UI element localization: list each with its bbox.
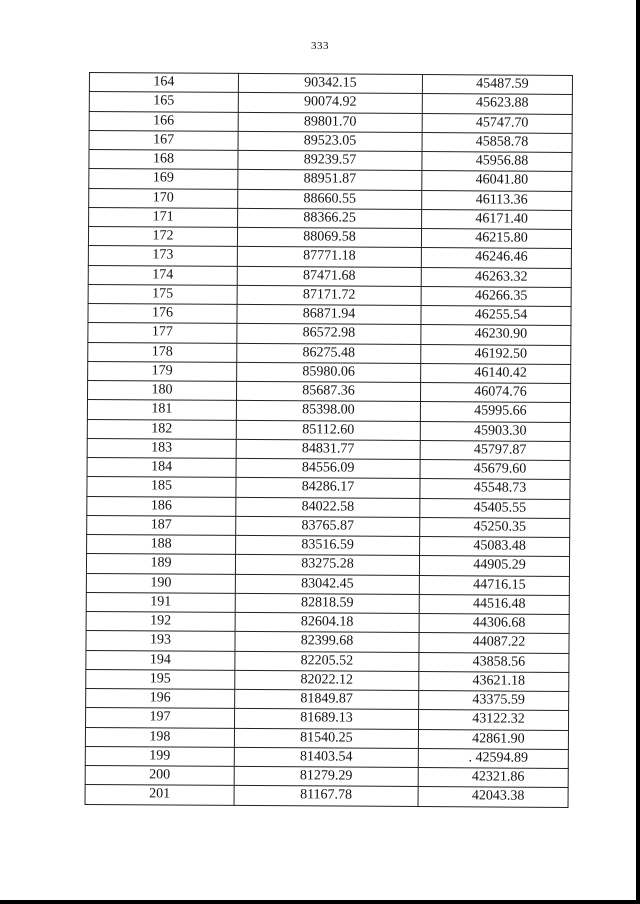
value-a-cell: 86275.48 — [237, 343, 421, 363]
value-b-text: 43375.59 — [472, 692, 525, 708]
value-b-text: 45487.59 — [476, 76, 529, 92]
value-b-cell — [419, 556, 569, 576]
row-index-cell: 178 — [88, 342, 237, 362]
table-row — [88, 361, 571, 383]
table-row — [86, 631, 569, 653]
table-row — [86, 650, 569, 672]
value-b-cell — [418, 787, 568, 807]
value-b-text: 45679.60 — [473, 461, 527, 477]
value-b-text: 45858.78 — [475, 134, 529, 150]
data-table — [85, 72, 573, 807]
value-b-text: 45250.35 — [473, 519, 527, 535]
value-b-cell — [421, 306, 571, 326]
value-a-cell: 81849.87 — [235, 689, 419, 709]
page-number: 333 — [311, 40, 329, 52]
row-index-cell: 182 — [87, 419, 236, 439]
table-row — [86, 611, 569, 633]
value-a-cell: 83765.87 — [236, 516, 420, 536]
value-a-cell: 86572.98 — [237, 324, 421, 344]
table-row — [89, 188, 572, 210]
value-b-text: 42321.86 — [471, 769, 525, 785]
value-b-text: 43122.32 — [472, 711, 525, 728]
value-a-cell: 85687.36 — [236, 381, 420, 401]
value-b-cell — [418, 729, 568, 749]
value-b-cell — [418, 710, 568, 730]
table-row — [85, 746, 568, 768]
value-b-cell — [420, 460, 570, 480]
value-b-cell — [422, 209, 572, 229]
value-a-cell: 85398.00 — [236, 401, 420, 421]
value-b-text: 45623.88 — [476, 95, 529, 112]
value-b-cell — [419, 671, 569, 691]
row-index-cell: 190 — [86, 573, 235, 593]
row-index-cell: 183 — [87, 438, 236, 458]
row-index-cell: 186 — [87, 496, 236, 516]
row-index-cell: 185 — [87, 477, 236, 497]
value-a-cell: 87171.72 — [237, 285, 421, 305]
table-row — [88, 284, 571, 306]
row-index-cell: 197 — [85, 708, 234, 728]
value-a-cell: 82818.59 — [235, 593, 419, 613]
value-a-cell: 82604.18 — [235, 612, 419, 632]
table-row — [87, 457, 570, 479]
value-b-text: 46113.36 — [475, 191, 528, 208]
value-b-cell — [420, 383, 570, 403]
row-index-cell: 167 — [89, 130, 238, 150]
value-a-cell: 90074.92 — [238, 93, 422, 113]
value-b-text: 46140.42 — [474, 365, 527, 381]
table-row — [89, 150, 572, 172]
value-b-cell — [422, 132, 572, 152]
value-b-text: 43621.18 — [472, 673, 526, 689]
value-a-cell: 82022.12 — [235, 670, 419, 690]
value-a-cell: 83516.59 — [236, 535, 420, 555]
table-row — [86, 554, 569, 576]
value-a-cell: 81540.25 — [234, 728, 418, 748]
value-b-text: 46263.32 — [474, 268, 528, 285]
table-row — [87, 400, 570, 422]
row-index-cell: 198 — [85, 727, 234, 747]
value-a-cell: 85112.60 — [236, 420, 420, 440]
row-index-cell: 175 — [88, 284, 237, 304]
table-row — [86, 573, 569, 595]
value-b-cell — [420, 517, 570, 537]
value-a-cell: 88951.87 — [238, 170, 422, 190]
table-row — [85, 785, 568, 807]
row-index-cell: 180 — [87, 380, 236, 400]
value-b-text: 45995.66 — [474, 403, 527, 420]
row-index-cell: 170 — [89, 188, 238, 208]
row-index-cell: 177 — [88, 323, 237, 343]
table-body — [85, 73, 572, 807]
row-index-cell: 164 — [89, 73, 238, 93]
value-a-cell: 81689.13 — [234, 709, 418, 729]
row-index-cell: 169 — [89, 169, 238, 189]
value-a-cell: 81403.54 — [234, 747, 418, 767]
value-b-cell — [419, 652, 569, 672]
value-b-cell — [419, 633, 569, 653]
table-row — [86, 688, 569, 710]
value-b-text: 46246.46 — [475, 249, 528, 266]
value-b-text: 45903.30 — [474, 422, 527, 439]
value-a-cell: 88069.58 — [237, 227, 421, 247]
value-a-cell: 88366.25 — [238, 208, 422, 228]
value-a-cell: 87471.68 — [237, 266, 421, 286]
value-b-text: 46230.90 — [474, 326, 528, 343]
row-index-cell: 184 — [87, 457, 236, 477]
table-row — [88, 303, 571, 325]
value-a-cell: 87771.18 — [237, 247, 421, 267]
row-index-cell: 173 — [88, 246, 237, 266]
table-row — [89, 130, 572, 152]
value-b-text: 43858.56 — [472, 653, 526, 670]
row-index-cell: 187 — [87, 515, 236, 535]
table-row — [87, 419, 570, 441]
value-b-cell — [421, 344, 571, 364]
table-row — [88, 265, 571, 287]
table-row — [89, 92, 572, 114]
value-a-cell: 89801.70 — [238, 112, 422, 132]
table-row — [86, 669, 569, 691]
value-b-text: 46255.54 — [474, 307, 528, 323]
value-a-cell: 85980.06 — [237, 362, 421, 382]
value-b-cell — [420, 537, 570, 557]
row-index-cell: 194 — [86, 650, 235, 670]
value-b-cell — [419, 575, 569, 595]
scan-edge-bottom — [0, 900, 640, 904]
value-b-text: 45956.88 — [475, 153, 529, 169]
table-row — [87, 477, 570, 499]
value-a-cell: 84022.58 — [236, 497, 420, 517]
value-b-text: 45548.73 — [473, 480, 527, 497]
value-b-cell — [418, 748, 568, 768]
table-row — [85, 727, 568, 749]
value-a-cell: 89523.05 — [238, 131, 422, 151]
row-index-cell: 168 — [89, 150, 238, 170]
table-row — [87, 380, 570, 402]
row-index-cell: 181 — [87, 400, 236, 420]
value-b-cell — [422, 75, 572, 95]
row-index-cell: 196 — [86, 688, 235, 708]
table-row — [88, 246, 571, 268]
value-b-cell — [421, 286, 571, 306]
value-b-text: 44306.68 — [472, 615, 526, 631]
value-a-cell: 81167.78 — [234, 786, 418, 806]
row-index-cell: 172 — [88, 227, 237, 247]
value-b-text: 46074.76 — [474, 384, 527, 400]
row-index-cell: 174 — [88, 265, 237, 285]
value-b-cell — [419, 594, 569, 614]
value-b-cell — [422, 113, 572, 133]
table-row — [85, 708, 568, 730]
row-index-cell: 188 — [87, 534, 236, 554]
value-b-cell — [418, 768, 568, 788]
value-b-cell — [420, 479, 570, 499]
value-b-cell — [419, 691, 569, 711]
table-row — [89, 111, 572, 133]
value-a-cell: 90342.15 — [238, 73, 422, 93]
row-index-cell: 192 — [86, 611, 235, 631]
value-b-cell — [421, 248, 571, 268]
value-b-cell — [419, 614, 569, 634]
value-b-cell — [420, 498, 570, 518]
value-a-cell: 82399.68 — [235, 632, 419, 652]
value-b-cell — [421, 229, 571, 249]
value-b-text: 45747.70 — [475, 114, 529, 131]
row-index-cell: 189 — [86, 554, 235, 574]
table-row — [89, 207, 572, 229]
table-row — [88, 323, 571, 345]
value-b-text: 46192.50 — [474, 345, 528, 362]
row-index-cell: 191 — [86, 592, 235, 612]
scan-edge-right — [636, 0, 640, 904]
row-index-cell: 193 — [86, 631, 235, 651]
value-b-text: . 42594.89 — [468, 750, 529, 766]
value-b-cell — [422, 152, 572, 172]
table-row — [89, 169, 572, 191]
value-b-text: 45083.48 — [473, 538, 526, 554]
value-b-cell — [421, 267, 571, 287]
table-row — [89, 73, 572, 95]
value-b-cell — [422, 94, 572, 114]
value-a-cell: 88660.55 — [238, 189, 422, 209]
value-a-cell: 86871.94 — [237, 304, 421, 324]
value-b-cell — [420, 402, 570, 422]
value-b-text: 44516.48 — [472, 596, 526, 612]
value-b-text: 44087.22 — [472, 634, 526, 651]
value-b-text: 44905.29 — [473, 557, 526, 574]
value-b-text: 45797.87 — [473, 442, 527, 458]
row-index-cell: 179 — [88, 361, 237, 381]
value-a-cell: 83042.45 — [235, 574, 419, 594]
table-row — [87, 534, 570, 556]
value-b-cell — [421, 325, 571, 345]
row-index-cell: 199 — [85, 746, 234, 766]
value-b-text: 46266.35 — [474, 288, 528, 304]
row-index-cell: 201 — [85, 785, 234, 805]
table-row — [85, 765, 568, 787]
value-b-text: 46171.40 — [475, 211, 528, 227]
value-b-cell — [422, 171, 572, 191]
table-row — [87, 515, 570, 537]
row-index-cell: 200 — [85, 765, 234, 785]
value-a-cell: 81279.29 — [234, 766, 418, 786]
value-a-cell: 89239.57 — [238, 150, 422, 170]
value-a-cell: 84286.17 — [236, 478, 420, 498]
row-index-cell: 195 — [86, 669, 235, 689]
row-index-cell: 165 — [89, 92, 238, 112]
value-a-cell: 84556.09 — [236, 458, 420, 478]
row-index-cell: 176 — [88, 303, 237, 323]
value-b-cell — [421, 363, 571, 383]
value-b-text: 45405.55 — [473, 499, 527, 516]
table-row — [87, 496, 570, 518]
value-b-text: 46215.80 — [475, 230, 528, 246]
value-a-cell: 84831.77 — [236, 439, 420, 459]
value-b-cell — [420, 421, 570, 441]
value-b-text: 42043.38 — [471, 788, 525, 805]
value-b-text: 44716.15 — [473, 576, 526, 593]
value-b-text: 42861.90 — [472, 730, 525, 747]
table-row — [88, 342, 571, 364]
table-row — [88, 227, 571, 249]
table-row — [86, 592, 569, 614]
value-b-text: 46041.80 — [475, 172, 529, 189]
value-a-cell: 82205.52 — [235, 651, 419, 671]
value-a-cell: 83275.28 — [235, 555, 419, 575]
row-index-cell: 166 — [89, 111, 238, 131]
value-b-cell — [420, 440, 570, 460]
row-index-cell: 171 — [89, 207, 238, 227]
table-row — [87, 438, 570, 460]
value-b-cell — [422, 190, 572, 210]
